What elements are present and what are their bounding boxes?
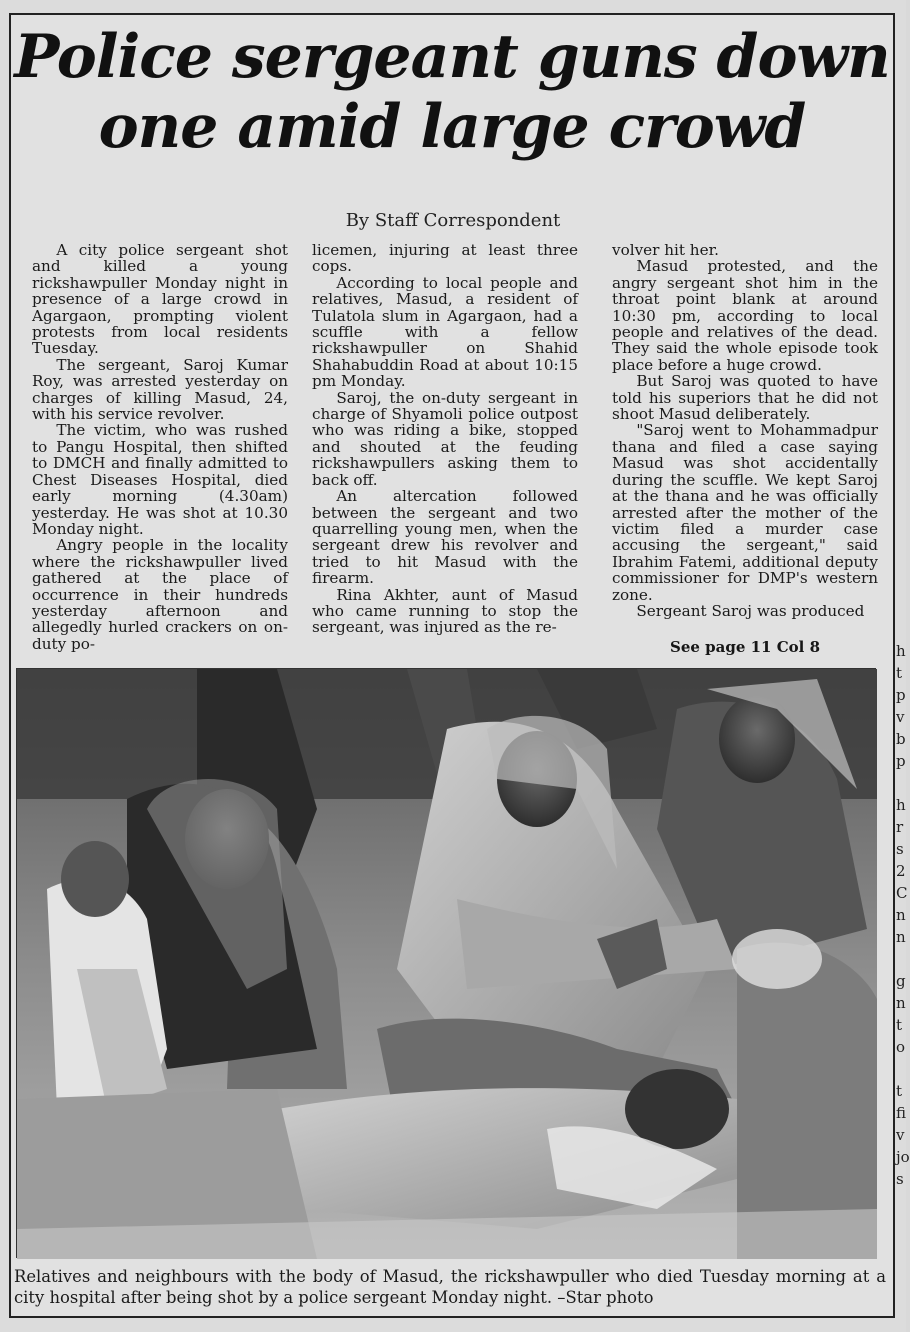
- adjacent-text-fragment: h: [896, 796, 906, 814]
- article-paragraph: An altercation followed between the sergeant and two quarrelling young men, when the sergeant drew his revolver and tried to hit Masud with the firearm.: [312, 487, 578, 588]
- adjacent-text-fragment: 2: [896, 862, 906, 880]
- article-paragraph: The victim, who was rushed to Pangu Hospital, then shifted to DMCH and finally admitted to Chest Diseases Hospital, died early morning (4.30am) yesterday. He was shot at 10.30 Monday night.: [32, 421, 288, 538]
- article-paragraph: According to local people and relatives, Masud, a resident of Tulatola slum in Agargaon, had a scuffle with a fellow rickshawpuller on Shahid Shahabuddin Road at about 10:15 pm Monday.: [312, 273, 578, 391]
- adjacent-text-fragment: o: [896, 1038, 906, 1056]
- adjacent-text-fragment: p: [896, 752, 906, 770]
- continuation-note: See page 11 Col 8: [670, 638, 820, 656]
- adjacent-text-fragment: h: [896, 642, 906, 660]
- adjacent-text-fragment: [896, 948, 906, 970]
- article-column-2: [312, 242, 578, 636]
- adjacent-text-fragment: n: [896, 994, 906, 1012]
- article-paragraph: "Saroj went to Mohammadpur thana and filed a case saying Masud was shot accidentally during the scuffle. We kept Saroj at the thana and he was officially arrested after the mother of the victim filed a murder case accusing the sergeant," said Ibrahim Fatemi, additional deputy commissioner for DMP's western zone.: [612, 421, 878, 604]
- article-paragraph: A city police sergeant shot and killed a young rickshawpuller Monday night in presence of a large crowd in Agargaon, prompting violent protests from local residents Tuesday.: [32, 241, 288, 358]
- article-column-3: [612, 242, 878, 619]
- adjacent-text-fragment: r: [896, 818, 904, 836]
- news-photo: [16, 668, 876, 1258]
- adjacent-text-fragment: v: [896, 708, 905, 726]
- photo-image: [17, 669, 877, 1259]
- headline: [12, 22, 892, 162]
- adjacent-text-fragment: t: [896, 1016, 903, 1034]
- adjacent-text-fragment: s: [896, 840, 904, 858]
- article-paragraph: Saroj, the on-duty sergeant in charge of Shyamoli police outpost who was riding a bike, stopped and shouted at the feuding rickshawpullers asking them to back off.: [312, 388, 578, 489]
- adjacent-text-fragment: C: [896, 884, 908, 902]
- article-paragraph: licemen, injuring at least three cops.: [312, 241, 578, 276]
- adjacent-text-fragment: [896, 1058, 906, 1080]
- article-paragraph: Angry people in the locality where the rickshawpuller lived gathered at the place of occurrence in their hundreds yesterday afternoon and allegedly hurled crackers on on-duty po-: [32, 536, 288, 653]
- adjacent-text-fragment: t: [896, 1082, 903, 1100]
- article-paragraph: Rina Akhter, aunt of Masud who came running to stop the sergeant, was injured as the re-: [312, 585, 578, 637]
- article-paragraph: But Saroj was quoted to have told his superiors that he did not shoot Masud deliberately.: [612, 372, 878, 424]
- adjacent-text-fragment: fi: [896, 1104, 907, 1122]
- adjacent-text-fragment: g: [896, 972, 906, 990]
- adjacent-text-fragment: b: [896, 730, 906, 748]
- headline-line-1: Police sergeant guns down: [14, 22, 890, 92]
- photo-caption: Relatives and neighbours with the body of Masud, the rickshawpuller who died Tuesday morning at a city hospital after being shot by a police sergeant Monday night. –Star photo: [14, 1267, 886, 1307]
- headline-line-2: one amid large crowd: [98, 92, 806, 162]
- adjacent-text-fragment: [896, 772, 906, 794]
- adjacent-column-edge: [896, 640, 910, 1330]
- article-paragraph: The sergeant, Saroj Kumar Roy, was arrested yesterday on charges of killing Masud, 24, with his service revolver.: [32, 355, 288, 424]
- adjacent-text-fragment: v: [896, 1126, 905, 1144]
- article-column-1: [32, 242, 288, 652]
- adjacent-text-fragment: n: [896, 906, 906, 924]
- adjacent-text-fragment: jo: [896, 1148, 910, 1166]
- adjacent-text-fragment: s: [896, 1170, 904, 1188]
- article-paragraph: Sergeant Saroj was produced: [636, 601, 865, 620]
- adjacent-text-fragment: p: [896, 686, 906, 704]
- article-paragraph: volver hit her.: [612, 241, 719, 259]
- article-paragraph: Masud protested, and the angry sergeant shot him in the throat point blank at around 10:30 pm, according to local people and relatives of the dead. They said the whole episode took place before a huge crowd.: [612, 257, 878, 374]
- adjacent-text-fragment: t: [896, 664, 903, 682]
- adjacent-text-fragment: n: [896, 928, 906, 946]
- byline: By Staff Correspondent: [345, 210, 561, 231]
